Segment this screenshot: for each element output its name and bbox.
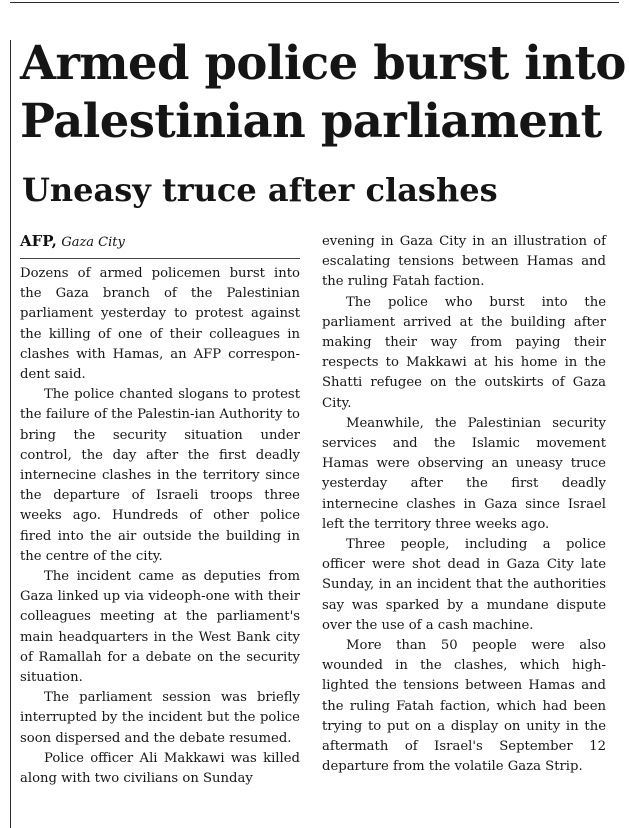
headline-line-1: Armed police burst into	[20, 35, 626, 90]
left-column	[20, 264, 300, 789]
left-paragraph-1: Dozens of armed policemen burst into the Gaza branch of the Palestinian parliament yesterday to protest against the killing of one of their colleagues in clashes with Hamas, an AFP correspondent said.	[20, 266, 300, 383]
byline-rule	[20, 258, 300, 259]
headline	[20, 34, 624, 150]
right-column	[322, 232, 606, 777]
right-paragraph-2: The police who burst into the parliament arrived at the building after making their way from paying their respects to Makkawi at his home in the Shatti refugee on the outskirts of Gaza City.	[322, 294, 606, 411]
byline	[20, 232, 125, 252]
subheadline: Uneasy truce after clashes	[22, 171, 498, 209]
left-paragraph-3: The incident came as deputies from Gaza linked up via videoph-one with their colleagues meeting at the parliament's main headquarters in the West Bank city of Ramallah for a debate on the security situation.	[20, 569, 300, 686]
right-paragraph-3: Meanwhile, the Palestinian security services and the Islamic movement Hamas were observing an uneasy truce yesterday after the first deadly internecine clashes in Gaza since Israel left the territory three weeks ago.	[322, 415, 606, 532]
left-paragraph-5: Police officer Ali Makkawi was killed along with two civilians on Sunday	[20, 750, 300, 787]
top-rule	[10, 2, 619, 3]
left-paragraph-2: The police chanted slogans to protest the failure of the Palestin-ian Authority to bring the security situation under control, the day after the first deadly internecine clashes in the territory since the departure of Israeli troops three weeks ago. Hundreds of other police fired into the air outside the building in the centre of the city.	[20, 387, 300, 564]
byline-agency: AFP,	[20, 232, 57, 250]
right-paragraph-1: evening in Gaza City in an illustration of escalating tensions between Hamas and the ruling Fatah faction.	[322, 234, 606, 290]
left-paragraph-4: The parliament session was briefly interrupted by the incident but the police soon dispersed and the debate resumed.	[20, 690, 300, 746]
headline-line-2: Palestinian parliament	[20, 93, 602, 148]
right-paragraph-4: Three people, including a police officer were shot dead in Gaza City late Sunday, in an incident that the authorities say was sparked by a mundane dispute over the use of a cash machine.	[322, 537, 606, 633]
left-rule	[10, 40, 11, 828]
byline-location: Gaza City	[61, 235, 125, 250]
right-paragraph-5: More than 50 people were also wounded in the clashes, which highlighted the tensions between Hamas and the ruling Fatah faction, which had been trying to put on a display on unity in the aftermath of Israel's September 12 departure from the volatile Gaza Strip.	[322, 638, 606, 775]
